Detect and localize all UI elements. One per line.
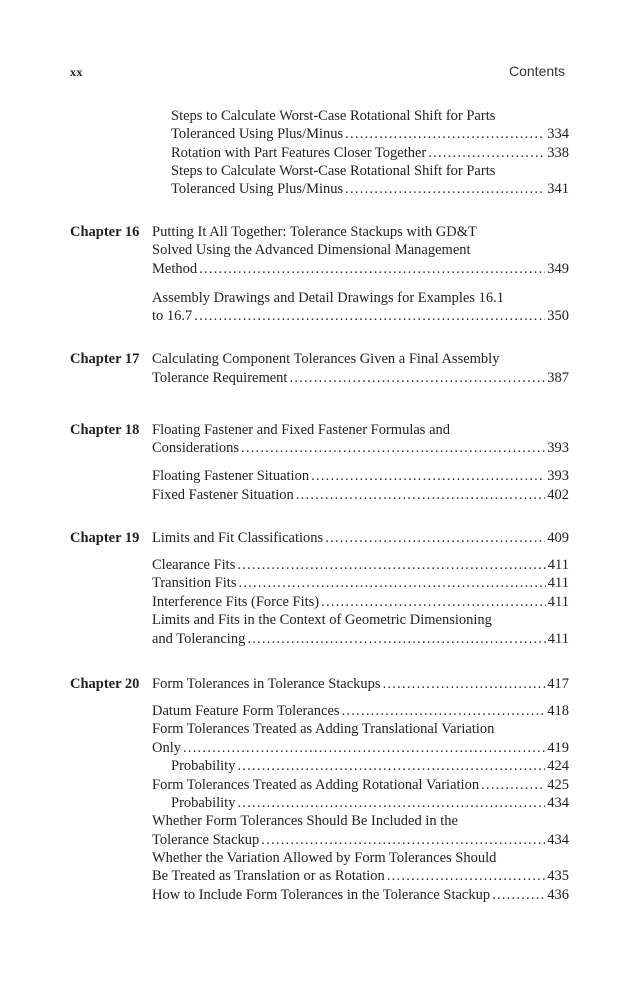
dot-leader [237, 757, 545, 775]
toc-entry[interactable] [152, 630, 569, 648]
toc-entry-page-number: 411 [547, 631, 569, 647]
toc-entry[interactable] [152, 241, 471, 259]
toc-entry[interactable] [152, 812, 458, 830]
toc-entry-title: Be Treated as Translation or as Rotation [152, 868, 385, 884]
toc-entry-page-number: 435 [547, 868, 569, 884]
toc-entry-title: Datum Feature Form Tolerances [152, 703, 340, 719]
dot-leader [241, 439, 545, 457]
toc-entry[interactable] [152, 260, 569, 278]
toc-entry-title: Tolerance Requirement [152, 370, 288, 386]
toc-entry[interactable] [152, 421, 450, 439]
toc-entry[interactable] [152, 739, 569, 757]
dot-leader [237, 556, 545, 574]
running-head-page-number: xx [70, 65, 83, 79]
toc-entry-title: Form Tolerances Treated as Adding Translational Variation [152, 721, 495, 737]
toc-entry-title: Calculating Component Tolerances Given a Final Assembly [152, 351, 500, 367]
toc-entry[interactable] [152, 886, 569, 904]
toc-entry[interactable] [152, 849, 496, 867]
toc-entry-page-number: 393 [547, 468, 569, 484]
dot-leader [345, 125, 545, 143]
toc-entry[interactable] [152, 350, 499, 368]
chapter-label: Chapter 16 [70, 224, 140, 240]
dot-leader [261, 831, 545, 849]
toc-entry-title: Considerations [152, 440, 239, 456]
toc-entry-title: Rotation with Part Features Closer Together [171, 145, 427, 161]
toc-entry[interactable] [152, 776, 569, 794]
toc-entry[interactable] [171, 162, 495, 180]
chapter-label: Chapter 19 [70, 530, 140, 546]
toc-entry[interactable] [152, 486, 569, 504]
dot-leader [387, 867, 545, 885]
toc-entry-page-number: 434 [547, 795, 569, 811]
toc-entry[interactable] [152, 529, 569, 547]
toc-entry[interactable] [152, 223, 477, 241]
toc-entry-title: Form Tolerances Treated as Adding Rotational Variation [152, 777, 480, 793]
toc-entry-title: Limits and Fits in the Context of Geometric Dimensioning [152, 612, 492, 628]
toc-entry-page-number: 349 [547, 261, 569, 277]
toc-entry[interactable] [152, 307, 569, 325]
toc-entry-page-number: 411 [547, 575, 569, 591]
toc-entry-title: Assembly Drawings and Detail Drawings for Examples 16.1 [152, 290, 504, 306]
chapter-label: Chapter 18 [70, 422, 140, 438]
toc-entry[interactable] [171, 794, 569, 812]
toc-entry-page-number: 393 [547, 440, 569, 456]
toc-entry-page-number: 409 [547, 530, 569, 546]
toc-entry-page-number: 387 [547, 370, 569, 386]
toc-entry-title: Floating Fastener and Fixed Fastener Formulas and [152, 422, 451, 438]
toc-entry-title: Limits and Fit Classifications [152, 530, 324, 546]
toc-entry[interactable] [152, 611, 492, 629]
toc-entry-page-number: 417 [547, 676, 569, 692]
toc-entry[interactable] [152, 867, 569, 885]
toc-entry-title: Probability [171, 795, 236, 811]
dot-leader [492, 886, 545, 904]
dot-leader [199, 260, 545, 278]
toc-entry-title: Fixed Fastener Situation [152, 487, 294, 503]
dot-leader [325, 529, 545, 547]
dot-leader [238, 574, 545, 592]
toc-entry[interactable] [152, 574, 569, 592]
toc-entry[interactable] [171, 125, 569, 143]
toc-entry-page-number: 411 [547, 594, 569, 610]
toc-entry-page-number: 334 [547, 126, 569, 142]
toc-entry-title: Whether the Variation Allowed by Form Tolerances Should [152, 850, 497, 866]
dot-leader [481, 776, 545, 794]
toc-entry-title: Tolerance Stackup [152, 832, 260, 848]
toc-entry-page-number: 434 [547, 832, 569, 848]
chapter-label: Chapter 20 [70, 676, 140, 692]
dot-leader [194, 307, 545, 325]
toc-entry[interactable] [171, 107, 495, 125]
toc-entry[interactable] [152, 720, 494, 738]
toc-entry-page-number: 341 [547, 181, 569, 197]
toc-entry[interactable] [171, 757, 569, 775]
toc-entry-title: Clearance Fits [152, 557, 236, 573]
toc-entry-page-number: 350 [547, 308, 569, 324]
toc-entry-title: Method [152, 261, 198, 277]
toc-entry-title: Solved Using the Advanced Dimensional Management [152, 242, 471, 258]
toc-entry-page-number: 418 [547, 703, 569, 719]
toc-entry-title: Toleranced Using Plus/Minus [171, 126, 344, 142]
toc-entry[interactable] [152, 369, 569, 387]
dot-leader [428, 144, 545, 162]
toc-entry-title: Steps to Calculate Worst-Case Rotational Shift for Parts [171, 163, 496, 179]
dot-leader [289, 369, 545, 387]
toc-entry-page-number: 338 [547, 145, 569, 161]
dot-leader [311, 467, 545, 485]
toc-entry[interactable] [152, 289, 504, 307]
toc-entry[interactable] [152, 467, 569, 485]
toc-entry-title: Interference Fits (Force Fits) [152, 594, 320, 610]
toc-entry-title: Putting It All Together: Tolerance Stackups with GD&T [152, 224, 477, 240]
toc-entry-page-number: 402 [547, 487, 569, 503]
dot-leader [183, 739, 545, 757]
toc-entry-title: Toleranced Using Plus/Minus [171, 181, 344, 197]
toc-entry-page-number: 425 [547, 777, 569, 793]
dot-leader [342, 702, 546, 720]
toc-entry-page-number: 424 [547, 758, 569, 774]
toc-entry-title: Only [152, 740, 181, 756]
toc-entry-page-number: 419 [547, 740, 569, 756]
chapter-label: Chapter 17 [70, 351, 140, 367]
toc-entry-title: Steps to Calculate Worst-Case Rotational Shift for Parts [171, 108, 496, 124]
dot-leader [321, 593, 546, 611]
dot-leader [383, 675, 546, 693]
dot-leader [296, 486, 545, 504]
toc-entry-title: How to Include Form Tolerances in the Tolerance Stackup [152, 887, 491, 903]
toc-entry[interactable] [152, 439, 569, 457]
running-head-title: Contents [509, 63, 566, 79]
toc-entry[interactable] [152, 702, 569, 720]
toc-entry-page-number: 436 [547, 887, 569, 903]
toc-entry-title: and Tolerancing [152, 631, 246, 647]
toc-entry[interactable] [152, 831, 569, 849]
toc-entry-title: to 16.7 [152, 308, 193, 324]
dot-leader [247, 630, 545, 648]
dot-leader [237, 794, 545, 812]
toc-entry-title: Whether Form Tolerances Should Be Included in the [152, 813, 458, 829]
toc-entry[interactable] [171, 144, 569, 162]
toc-entry-page-number: 411 [547, 557, 569, 573]
toc-entry-title: Probability [171, 758, 236, 774]
toc-entry[interactable] [171, 180, 569, 198]
toc-entry-title: Transition Fits [152, 575, 237, 591]
toc-entry[interactable] [152, 675, 569, 693]
toc-entry[interactable] [152, 593, 569, 611]
toc-entry-title: Floating Fastener Situation [152, 468, 310, 484]
toc-entry-title: Form Tolerances in Tolerance Stackups [152, 676, 381, 692]
dot-leader [345, 180, 545, 198]
toc-entry[interactable] [152, 556, 569, 574]
